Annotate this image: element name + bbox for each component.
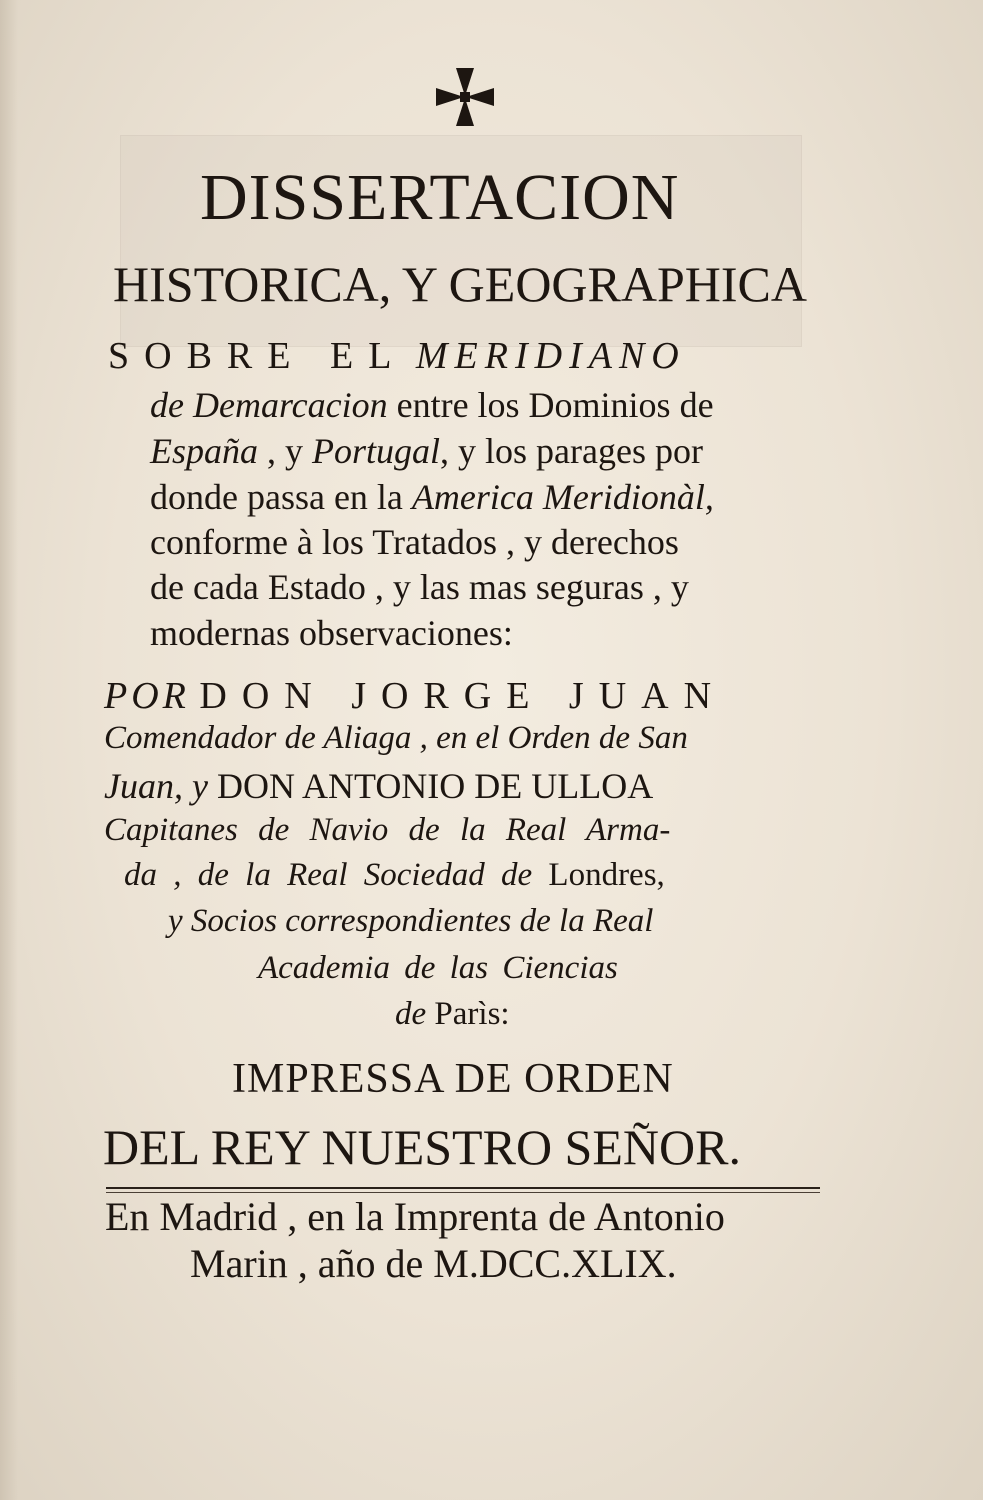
imprint-line-1: En Madrid , en la Imprenta de Antonio	[105, 1194, 725, 1239]
meridiano-text: MERIDIANO	[415, 335, 686, 377]
capitanes-line: Capitanes de Navio de la Real Arma-	[104, 812, 671, 848]
body-line-2-italic-a: España	[150, 431, 258, 471]
body-line-3	[150, 476, 714, 518]
body-line-5: de cada Estado , y las mas seguras , y	[150, 567, 689, 607]
ulloa-line	[104, 765, 653, 807]
body-line-2	[150, 430, 703, 472]
body-line-3-italic: America Meridionàl,	[411, 477, 714, 517]
sobre-el-text: SOBRE EL	[108, 335, 407, 377]
body-line-2-roman-a: , y	[258, 431, 312, 471]
subtitle: HISTORICA, Y GEOGRAPHICA	[113, 256, 808, 312]
sobre-el-meridiano-line	[108, 334, 686, 378]
body-line-1-italic: de Demarcacion	[150, 385, 388, 425]
imprint-rule	[106, 1187, 820, 1189]
imprint-line-2: Marin , año de M.DCC.XLIX.	[190, 1241, 677, 1286]
body-line-4: conforme à los Tratados , y derechos	[150, 522, 679, 562]
comendador-line: Comendador de Aliaga , en el Orden de San	[104, 720, 688, 756]
sociedad-line	[124, 857, 665, 894]
paris-text: Parìs:	[426, 996, 510, 1032]
del-rey-line: DEL REY NUESTRO SEÑOR.	[103, 1119, 741, 1175]
impressa-line: IMPRESSA DE ORDEN	[232, 1056, 674, 1102]
body-line-2-italic-b: Portugal	[312, 431, 441, 471]
main-title: DISSERTACION	[200, 161, 680, 234]
londres-text: Londres,	[532, 857, 665, 893]
body-line-1	[150, 384, 714, 426]
body-line-1-roman: entre los Dominios de	[387, 385, 714, 425]
jorge-juan-text: DON JORGE JUAN	[199, 675, 727, 717]
cross-pattee-icon	[434, 66, 496, 128]
body-line-6: modernas observaciones:	[150, 613, 513, 653]
academia-line: Academia de las Ciencias	[258, 950, 618, 986]
body-line-2-roman-b: , y los parages por	[440, 431, 703, 471]
de-text: de	[395, 996, 427, 1032]
body-line-3-roman: donde passa en la	[150, 477, 412, 517]
antonio-ulloa-text: DON ANTONIO DE ULLOA	[207, 766, 654, 806]
author-line	[104, 674, 726, 718]
socios-line: y Socios correspondientes de la Real	[168, 903, 654, 939]
da-sociedad-text: da , de la Real Sociedad de	[124, 857, 533, 893]
juan-y-text: Juan, y	[104, 766, 208, 806]
paris-line	[395, 996, 510, 1033]
por-text: POR	[104, 675, 190, 717]
